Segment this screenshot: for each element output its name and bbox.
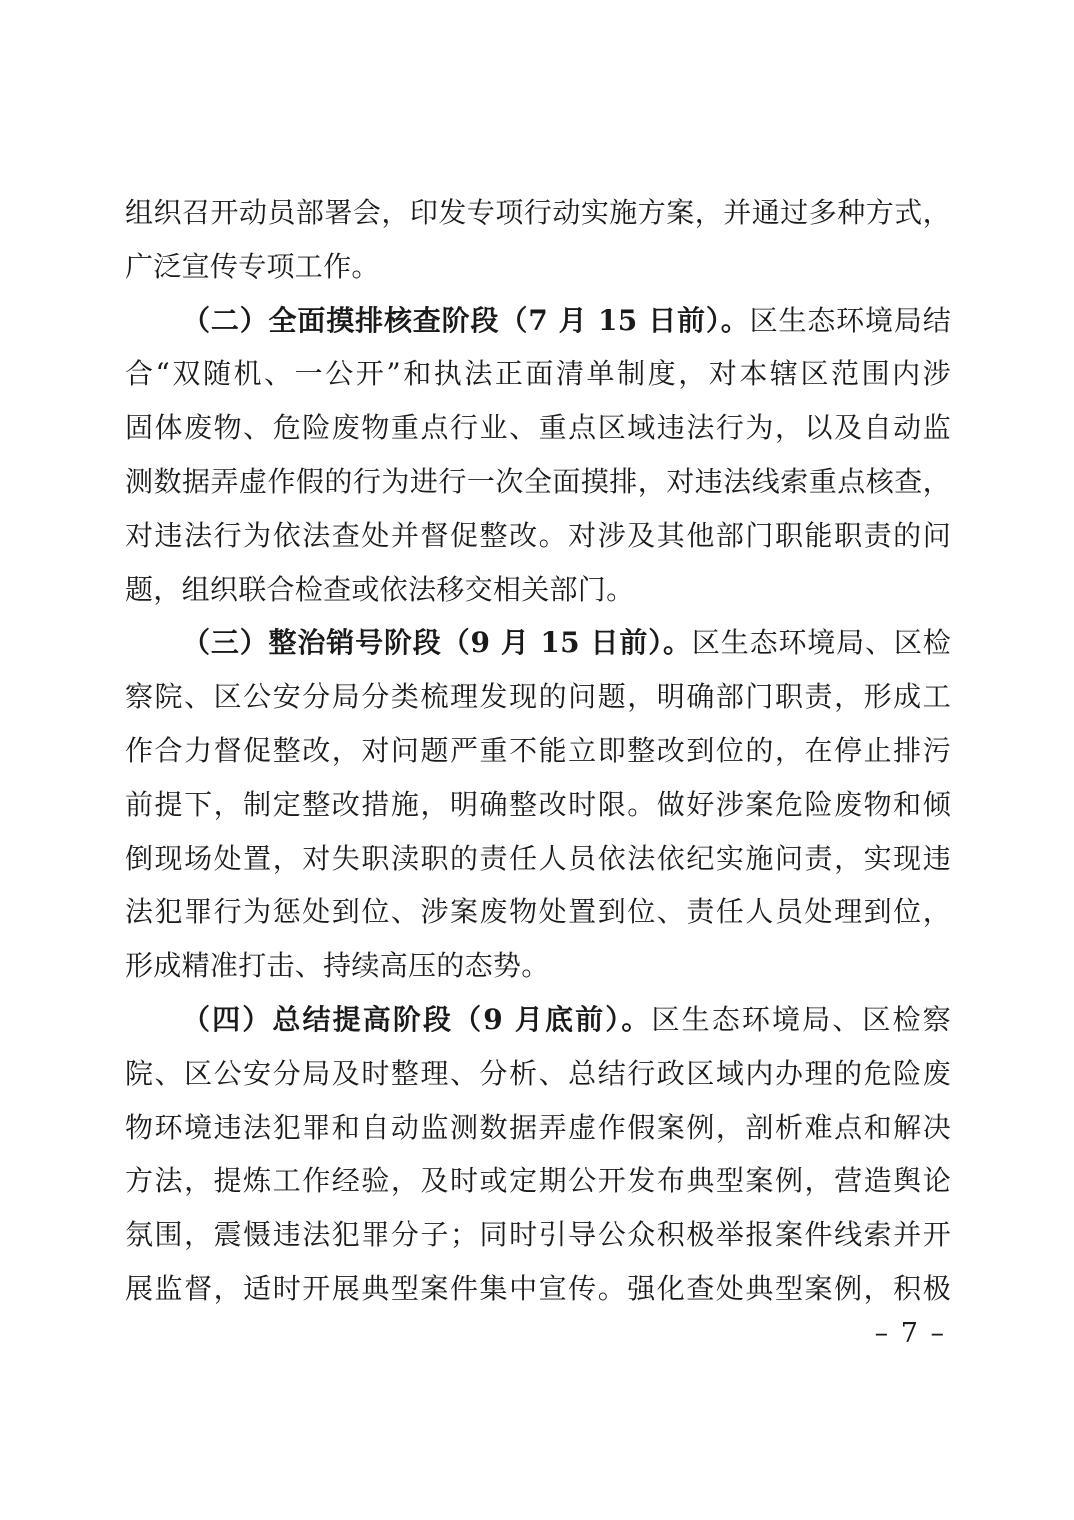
text-line [125,1262,951,1316]
text-line [125,1208,951,1262]
section-heading: （四）总结提高阶段（9 月底前）。 [182,1002,652,1036]
text-line [125,455,951,509]
section-heading-line [125,993,951,1047]
line-text: 前提下，制定整改措施，明确整改时限。做好涉案危险废物和倾 [125,787,951,821]
line-text: 院、区公安分局及时整理、分析、总结行政区域内办理的危险废 [125,1056,951,1090]
line-text: 对违法行为依法查处并督促整改。对涉及其他部门职能职责的问 [125,518,951,552]
line-text: 组织召开动员部署会，印发专项行动实施方案，并通过多种方式， [125,196,951,229]
text-line [125,347,951,401]
line-text: 区生态环境局、区检察 [651,1002,951,1036]
line-text: 物环境违法犯罪和自动监测数据弄虚作假案例，剖析难点和解决 [125,1110,951,1144]
line-text: 法犯罪行为惩处到位、涉案废物处置到位、责任人员处理到位， [125,895,951,929]
text-line-paragraph-end [125,563,951,617]
text-line-paragraph-end [125,240,951,294]
text-line [125,832,951,886]
text-line [125,186,951,240]
text-line [125,670,951,724]
line-text: 区生态环境局结 [749,303,951,337]
section-heading: （二）全面摸排核查阶段（7 月 15 日前）。 [182,303,750,337]
line-text: 氛围，震慑违法犯罪分子；同时引导公众积极举报案件线索并开 [125,1218,951,1252]
line-text: 区生态环境局、区检 [691,626,951,660]
section-heading-line [125,294,951,348]
text-line [125,724,951,778]
text-line [125,509,951,563]
text-line-paragraph-end [125,939,951,993]
section-heading: （三）整治销号阶段（9 月 15 日前）。 [182,626,692,660]
text-line [125,1047,951,1101]
page-number: – 7 – [874,1318,946,1349]
line-text: 题，组织联合检查或依法移交相关部门。 [125,572,635,606]
line-text: 固体废物、危险废物重点行业、重点区域违法行为，以及自动监 [125,411,951,445]
line-text: 测数据弄虚作假的行为进行一次全面摸排，对违法线索重点核查， [125,464,951,498]
line-text: 广泛宣传专项工作。 [125,249,380,283]
section-heading-line [125,616,951,670]
line-text: 合“双随机、一公开”和执法正面清单制度，对本辖区范围内涉 [125,357,951,391]
line-text: 作合力督促整改，对问题严重不能立即整改到位的，在停止排污 [125,733,951,767]
line-text: 形成精准打击、持续高压的态势。 [125,949,550,983]
line-text: 展监督，适时开展典型案件集中宣传。强化查处典型案例，积极 [125,1271,951,1305]
line-text: 方法，提炼工作经验，及时或定期公开发布典型案例，营造舆论 [125,1164,951,1198]
text-line [125,885,951,939]
line-text: 察院、区公安分局分类梳理发现的问题，明确部门职责，形成工 [125,680,951,714]
text-line [125,401,951,455]
text-line [125,778,951,832]
line-text: 倒现场处置，对失职渎职的责任人员依法依纪实施问责，实现违 [125,841,951,875]
document-body [125,186,951,1316]
text-line [125,1101,951,1155]
text-line [125,1154,951,1208]
